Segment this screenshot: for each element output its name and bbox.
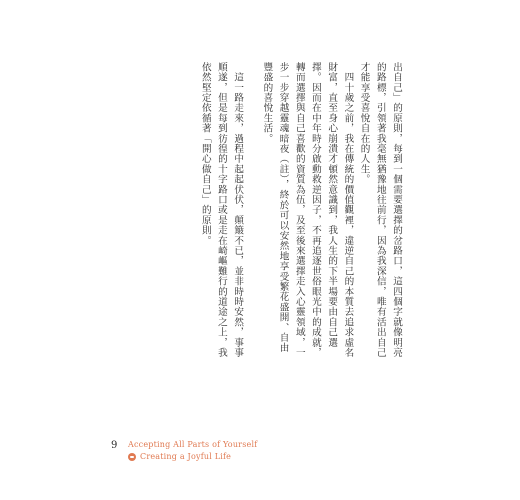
page-number: 9	[111, 440, 118, 451]
page-footer	[111, 440, 411, 470]
paragraph-3: 這一路走來，過程中起起伏伏，顛簸不已，並非時時安然，事事順遂，但是每到彷徨的十字路口或是走在崎嶇難行的道途之上，我依然堅定依循著「開心做自己」的原則。	[199, 62, 244, 358]
bullet-icon	[128, 453, 136, 461]
body-text	[184, 62, 404, 362]
running-subtitle: Creating a Joyful Life	[140, 452, 232, 461]
running-subtitle-row	[128, 452, 231, 461]
running-title: Accepting All Parts of Yourself	[128, 440, 258, 449]
paragraph-1: 出自己」的原則，每到一個需要選擇的岔路口，這四個字就像明亮的路標，引領著我毫無猶豫地往前行，因為我深信，唯有活出自己才能享受喜悅自在的人生。	[358, 62, 402, 358]
paragraph-2: 四十歲之前，我在傳統的價值觀裡，違逆自己的本質去追求虛名財富，直至身心崩潰才頓然意識到，我人生的下半場要由自己選擇。因而在中年時分啟動救逆因子，不再追逐世俗眼光中的成就，轉而選擇與自己喜歡的資質為伍，及至後來選擇走入心靈領域，一步一步穿越靈魂暗夜（註），終於可以安然地享受繁花盛開、自由豐盛的喜悅生活。	[261, 62, 354, 358]
